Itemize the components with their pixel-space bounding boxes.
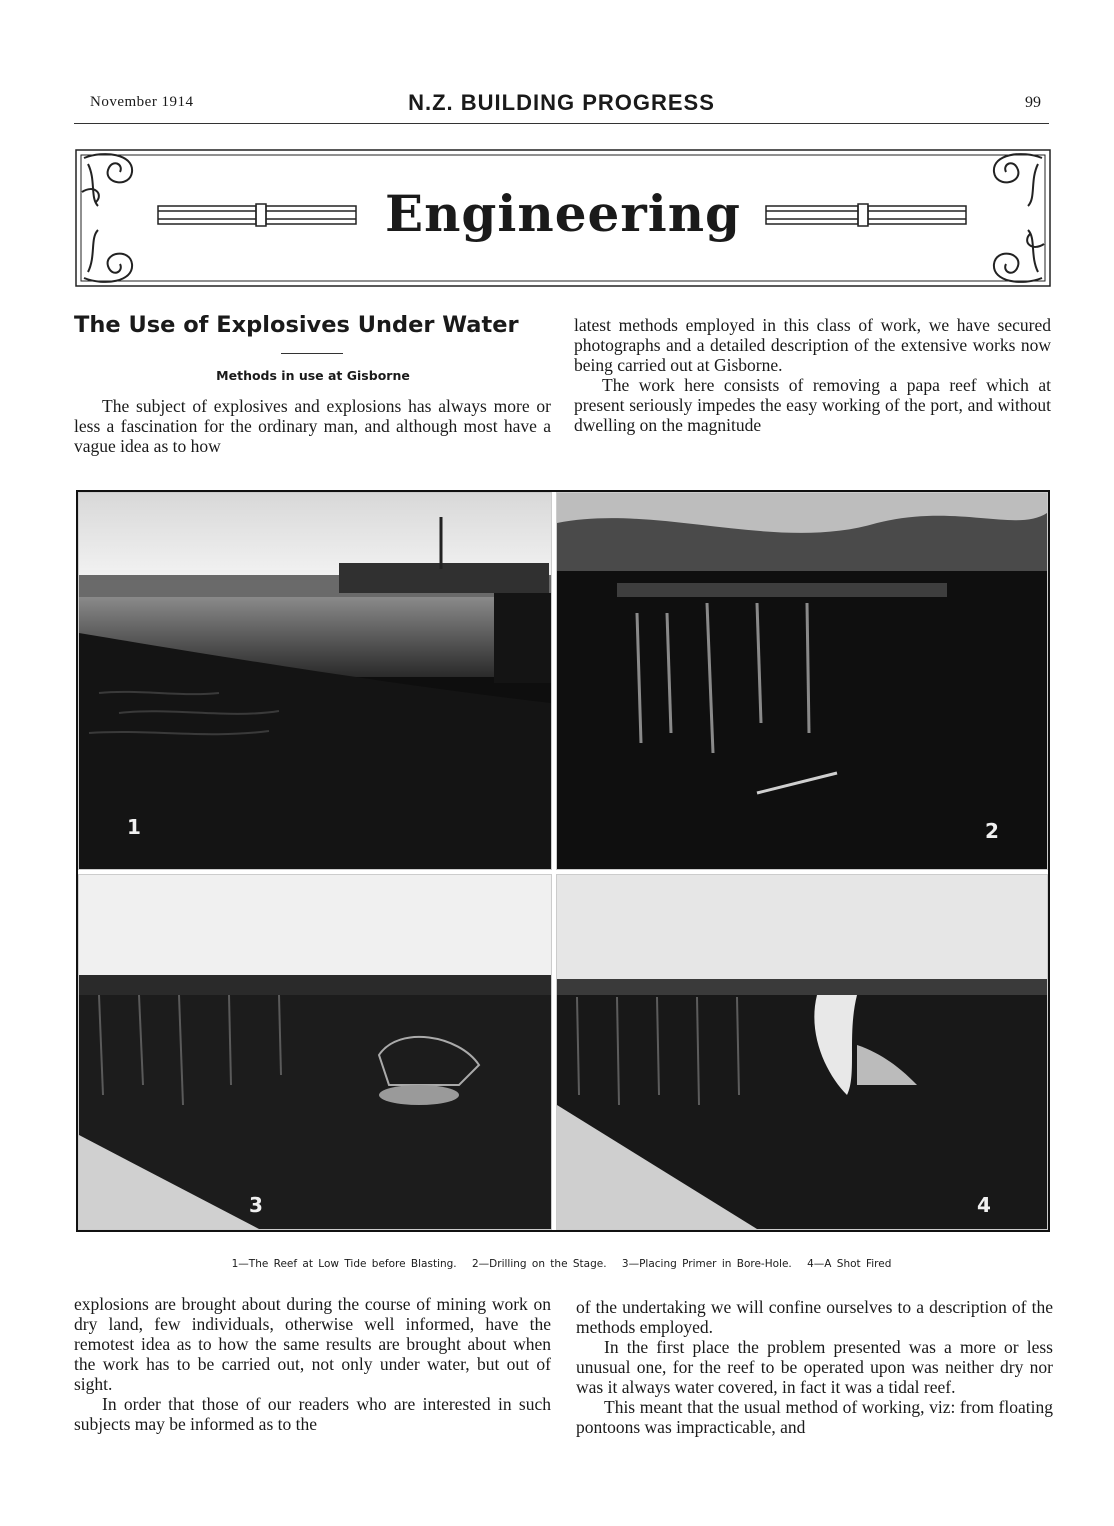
photo-grid	[76, 490, 1050, 1232]
title-divider	[281, 353, 343, 354]
paragraph: explosions are brought about during the course of mining work on dry land, few individuals, otherwise well informed, have the remotest idea as to how the same results are brought about when the work has to be carried out, not only under water, but out of sight.	[74, 1294, 551, 1394]
caption-2: 2—Drilling on the Stage.	[471, 1258, 607, 1270]
photo-number: 1	[127, 815, 141, 839]
page-number: 99	[1025, 94, 1041, 111]
caption-4: 4—A Shot Fired	[807, 1258, 892, 1270]
publication-title: N.Z. BUILDING PROGRESS	[408, 90, 715, 115]
paragraph: The subject of explosives and explosions has always more or less a fascination for the ordinary man, and although most have a vague idea as to how	[74, 396, 551, 456]
photo-shot-fired	[556, 874, 1048, 1230]
section-title: Engineering	[384, 184, 742, 243]
article-title: The Use of Explosives Under Water	[74, 312, 519, 338]
photo-drilling-stage	[556, 492, 1048, 870]
caption-3: 3—Placing Primer in Bore-Hole.	[621, 1258, 792, 1270]
drilling-photo-image	[557, 493, 1047, 869]
header-rule	[74, 123, 1049, 124]
issue-date: November 1914	[90, 94, 194, 110]
paragraph: of the undertaking we will confine ourselves to a description of the methods employed.	[576, 1297, 1053, 1337]
photo-reef-low-tide	[78, 492, 552, 870]
caption-1: 1—The Reef at Low Tide before Blasting.	[231, 1258, 457, 1270]
section-banner	[74, 144, 1052, 290]
paragraph: latest methods employed in this class of work, we have secured photographs and a detailed description of the extensive works now being carried out at Gisborne.	[574, 315, 1051, 375]
article-subtitle: Methods in use at Gisborne	[216, 368, 410, 383]
column-3	[74, 1294, 551, 1434]
primer-photo-image	[79, 875, 551, 1229]
column-4	[576, 1297, 1053, 1437]
paragraph: In order that those of our readers who are interested in such subjects may be informed as to the	[74, 1394, 551, 1434]
reef-photo-image	[79, 493, 551, 869]
paragraph: The work here consists of removing a papa reef which at present seriously impedes the easy working of the port, and without dwelling on the magnitude	[574, 375, 1051, 435]
photo-number: 3	[249, 1193, 263, 1217]
shot-photo-image	[557, 875, 1047, 1229]
running-head	[74, 90, 1049, 120]
photo-number: 2	[985, 819, 999, 843]
paragraph: This meant that the usual method of working, viz: from floating pontoons was impracticable, and	[576, 1397, 1053, 1437]
column-1	[74, 396, 551, 456]
photo-placing-primer	[78, 874, 552, 1230]
paragraph: In the first place the problem presented was a more or less unusual one, for the reef to be operated upon was neither dry nor was it always water covered, in fact it was a tidal reef.	[576, 1337, 1053, 1397]
photo-caption	[74, 1258, 1049, 1270]
photo-number: 4	[977, 1193, 991, 1217]
column-2	[574, 315, 1051, 435]
